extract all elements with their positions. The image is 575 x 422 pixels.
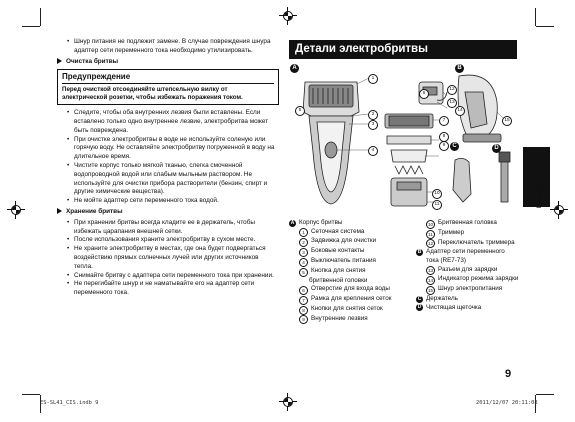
crop-mark <box>535 8 536 26</box>
callout-8: 8 <box>439 132 449 142</box>
callout-2: 2 <box>368 110 378 120</box>
bullet-item: • При очистке электробритвы в воде не используйте соленую или горячую воду. Не оставляйте электробритву погруженной в воду на длительное время. <box>67 135 275 161</box>
callout-7: 7 <box>439 116 449 126</box>
bullet-item: • Следите, чтобы оба внутренних лезвия были вставлены. Если вставлено только одно внутреннее лезвие, электробритва может быть повреждена. <box>67 109 269 134</box>
parts-group-c: C Держатель <box>417 294 458 302</box>
crop-mark <box>22 394 40 395</box>
crop-mark <box>22 26 40 27</box>
list-item-continuation: тока (RE7-73) <box>426 256 467 264</box>
parts-group-a: A Корпус бритвы <box>290 219 343 226</box>
list-item: 9 Внутренние лезвия <box>289 315 413 325</box>
warning-title: Предупреждение <box>62 73 274 84</box>
list-item: 10 Бритвенная головка <box>427 219 497 227</box>
callout-1: 1 <box>368 74 378 84</box>
list-item: 15 Шнур электропитания <box>427 285 503 293</box>
callout-13: 13 <box>447 98 457 108</box>
shaver-body-drawing <box>303 82 359 204</box>
language-label-box <box>523 207 550 253</box>
warning-box <box>57 69 279 105</box>
registration-mark-top <box>279 7 297 25</box>
shaver-head-drawing <box>385 114 433 206</box>
registration-mark-left <box>7 201 25 219</box>
bullet-item: • При хранении бритвы всегда кладите ее в держатель, чтобы избежать царапания внешней сетки. <box>67 218 255 235</box>
list-item: 13 Разъем для зарядки <box>427 265 498 274</box>
label-c: C <box>450 142 459 151</box>
label-b: B <box>455 64 464 73</box>
list-item: 11 Триммер <box>416 229 522 239</box>
list-item-continuation: бритвенной головки <box>309 276 368 284</box>
callout-11: 11 <box>432 200 442 210</box>
parts-list-col1 <box>289 219 413 324</box>
triangle-icon <box>57 208 62 214</box>
callout-10: 10 <box>432 189 442 199</box>
callout-3: 3 <box>368 120 378 130</box>
footer-file: ES-SL41_CIS.indb 9 <box>40 400 99 406</box>
label-a: A <box>290 64 299 73</box>
list-item: 3 Боковые контакты <box>289 247 413 257</box>
bullet-item: • Не перегибайте шнур и не наматывайте его на адаптер сети переменного тока. <box>67 280 255 297</box>
section-title: Детали электробритвы <box>289 40 517 59</box>
bullet-item: • Не храните электробритву в местах, где она будет подвергаться воздействию прямых солнечных лучей или других источников тепла. <box>67 245 266 270</box>
list-item: 1 Сеточная система <box>289 228 413 238</box>
shaver-parts-illustration <box>287 62 522 212</box>
list-item: 6 Отверстие для входа воды <box>289 285 413 295</box>
section-heading-cleaning: Очистка бритвы <box>57 58 279 67</box>
bullet-item: • Снимайте бритву с адаптера сети переменного тока при хранении. <box>67 271 274 279</box>
crop-mark <box>40 8 41 26</box>
callout-4: 4 <box>368 146 378 156</box>
registration-mark-right <box>550 201 568 219</box>
callout-9: 9 <box>439 141 449 151</box>
list-item: 8 Кнопки для снятия сеток <box>289 305 413 315</box>
language-label: Русский <box>536 182 543 208</box>
bullet-item: • Чистите корпус только мягкой тканью, слегка смоченной водопроводной водой или слабым мыльным раствором. Не используйте для очистки прибора растворители (бензин, спирт и другие химические вещества). <box>67 161 268 196</box>
bullet-item: • Шнур питания не подлежит замене. В случае повреждения шнура адаптер сети переменного тока необходимо утилизировать. <box>67 38 271 54</box>
bullet-item: • Не мойте адаптер сети переменного тока водой. <box>67 197 219 205</box>
holder-drawing <box>453 158 471 202</box>
parts-list-col2 <box>416 219 522 312</box>
triangle-icon <box>57 58 62 64</box>
bullet-item: • После использования храните электробритву в сухом месте. <box>67 236 256 244</box>
callout-14: 14 <box>455 106 465 116</box>
list-item: 5 Кнопка для снятия <box>289 267 413 277</box>
list-item: 4 Выключатель питания <box>289 257 413 267</box>
left-column <box>57 38 279 298</box>
crop-mark <box>536 26 554 27</box>
list-item: 2 Задвижка для очистки <box>289 237 413 247</box>
parts-group-d: D Чистящая щеточка <box>417 303 482 311</box>
brush-drawing <box>499 152 510 202</box>
registration-mark-bottom <box>279 393 297 411</box>
page-number: 9 <box>505 368 512 380</box>
callout-5: 5 <box>295 106 305 116</box>
parts-group-b: B Адаптер сети переменного <box>417 248 505 256</box>
callout-15: 15 <box>502 116 512 126</box>
section-heading-storage: Хранение бритвы <box>57 208 279 217</box>
callout-6: 6 <box>419 89 429 99</box>
list-item: 12 Переключатель триммера <box>427 238 515 247</box>
crop-mark <box>536 394 554 395</box>
warning-body: Перед очисткой отсоединяйте штепсельную вилку от электрической розетки, чтобы избежать поражения током. <box>62 86 243 102</box>
callout-12: 12 <box>447 85 457 95</box>
list-item: 7 Рамка для крепления сеток <box>289 295 413 305</box>
list-item: 14 Индикатор режима зарядки <box>427 275 519 284</box>
footer-datetime: 2011/12/07 20:11:08 <box>476 400 538 406</box>
label-d: D <box>492 144 501 153</box>
